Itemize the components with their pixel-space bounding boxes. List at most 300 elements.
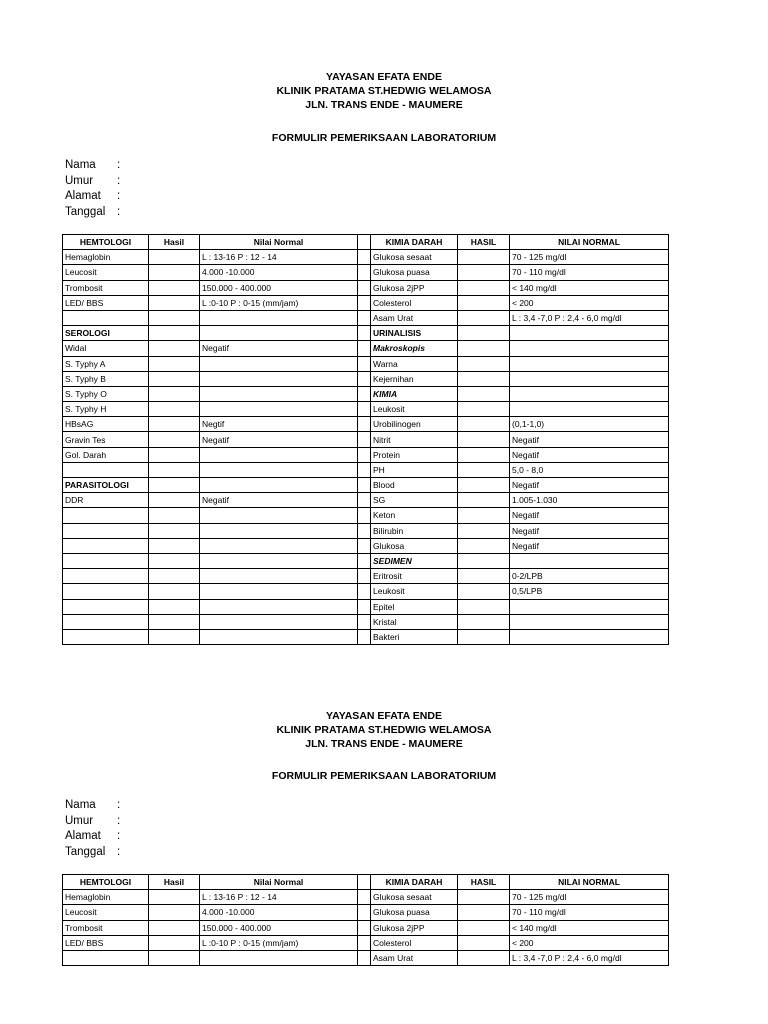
cell-hasil-kimia[interactable] [458, 447, 510, 462]
cell-hemtologi [63, 584, 149, 599]
clinic-address: JLN. TRANS ENDE - MAUMERE [305, 738, 463, 750]
table-row [63, 280, 669, 295]
table-row [63, 950, 669, 965]
cell-hasil[interactable] [149, 462, 200, 477]
cell-hasil[interactable] [149, 629, 200, 644]
cell-spacer [358, 280, 371, 295]
cell-hasil-kimia[interactable] [458, 478, 510, 493]
cell-nilai-normal [200, 614, 358, 629]
cell-hemtologi: PARASITOLOGI [63, 478, 149, 493]
cell-nilai-normal: L :0-10 P : 0-15 (mm/jam) [200, 295, 358, 310]
cell-kimia-darah: Warna [371, 356, 458, 371]
cell-nilai-normal [200, 599, 358, 614]
header-spacer [358, 875, 371, 890]
table-row [63, 905, 669, 920]
cell-nilai-normal-kimia: Negatif [510, 523, 669, 538]
cell-nilai-normal [200, 538, 358, 553]
field-colon: : [117, 190, 121, 202]
table-header-row [63, 875, 669, 890]
cell-hasil-kimia[interactable] [458, 432, 510, 447]
table-row [63, 890, 669, 905]
cell-hasil-kimia[interactable] [458, 493, 510, 508]
cell-nilai-normal [200, 508, 358, 523]
cell-spacer [358, 599, 371, 614]
cell-hasil[interactable] [149, 250, 200, 265]
table-row [63, 508, 669, 523]
cell-nilai-normal [200, 950, 358, 965]
cell-hemtologi [63, 553, 149, 568]
cell-spacer [358, 432, 371, 447]
cell-hemtologi [63, 599, 149, 614]
form-title: FORMULIR PEMERIKSAAN LABORATORIUM [271, 770, 497, 782]
cell-spacer [358, 584, 371, 599]
field-label: Umur [65, 174, 94, 187]
table-row [63, 386, 669, 401]
field-label: Alamat [65, 830, 101, 842]
cell-kimia-darah: Asam Urat [371, 310, 458, 325]
cell-kimia-darah: Glukosa puasa [371, 265, 458, 280]
cell-hasil[interactable] [149, 493, 200, 508]
field-colon: : [117, 205, 121, 218]
clinic-address: JLN. TRANS ENDE - MAUMERE [305, 99, 463, 111]
cell-hemtologi [63, 629, 149, 644]
table-row [63, 538, 669, 553]
field-label: Nama [65, 159, 96, 171]
cell-spacer [358, 935, 371, 950]
cell-hemtologi: Leucosit [63, 905, 149, 920]
cell-spacer [358, 371, 371, 386]
cell-hasil[interactable] [149, 538, 200, 553]
cell-spacer [358, 250, 371, 265]
cell-kimia-darah: SG [371, 493, 458, 508]
cell-nilai-normal: 150.000 - 400.000 [200, 920, 358, 935]
lab-results-table [62, 874, 669, 966]
cell-hasil-kimia[interactable] [458, 935, 510, 950]
cell-kimia-darah: SEDIMEN [371, 553, 458, 568]
cell-kimia-darah: Asam Urat [371, 950, 458, 965]
cell-hemtologi: Gol. Darah [63, 447, 149, 462]
cell-nilai-normal-kimia: Negatif [510, 478, 669, 493]
cell-kimia-darah: Colesterol [371, 935, 458, 950]
cell-nilai-normal [200, 569, 358, 584]
cell-spacer [358, 614, 371, 629]
table-row [63, 432, 669, 447]
cell-hasil[interactable] [149, 584, 200, 599]
cell-hasil[interactable] [149, 905, 200, 920]
cell-nilai-normal-kimia: Negatif [510, 508, 669, 523]
cell-kimia-darah: Glukosa 2jPP [371, 920, 458, 935]
cell-hasil-kimia[interactable] [458, 386, 510, 401]
cell-spacer [358, 950, 371, 965]
cell-hasil[interactable] [149, 402, 200, 417]
field-nama[interactable] [65, 798, 120, 814]
cell-nilai-normal-kimia: L : 3,4 -7,0 P : 2,4 - 6,0 mg/dl [510, 310, 669, 325]
cell-nilai-normal [200, 371, 358, 386]
cell-nilai-normal-kimia: 70 - 110 mg/dl [510, 265, 669, 280]
cell-hemtologi [63, 538, 149, 553]
cell-nilai-normal-kimia: 1.005-1.030 [510, 493, 669, 508]
cell-hemtologi [63, 950, 149, 965]
table-row [63, 250, 669, 265]
cell-nilai-normal-kimia [510, 614, 669, 629]
cell-spacer [358, 538, 371, 553]
cell-hasil[interactable] [149, 478, 200, 493]
cell-spacer [358, 326, 371, 341]
cell-hasil[interactable] [149, 553, 200, 568]
field-colon: : [117, 830, 121, 842]
clinic-name: KLINIK PRATAMA ST.HEDWIG WELAMOSA [276, 724, 492, 736]
cell-hasil[interactable] [149, 569, 200, 584]
field-umur[interactable] [65, 174, 120, 190]
cell-nilai-normal: Negatif [200, 493, 358, 508]
cell-nilai-normal-kimia: 70 - 125 mg/dl [510, 890, 669, 905]
cell-nilai-normal-kimia: 0,5/LPB [510, 584, 669, 599]
table-row [63, 402, 669, 417]
cell-nilai-normal [200, 553, 358, 568]
cell-kimia-darah: Urobilinogen [371, 417, 458, 432]
cell-kimia-darah: Colesterol [371, 295, 458, 310]
cell-nilai-normal [200, 356, 358, 371]
cell-hemtologi: S. Typhy O [63, 386, 149, 401]
cell-hasil[interactable] [149, 386, 200, 401]
cell-nilai-normal: L : 13-16 P : 12 - 14 [200, 250, 358, 265]
cell-nilai-normal-kimia: 0-2/LPB [510, 569, 669, 584]
cell-hasil-kimia[interactable] [458, 584, 510, 599]
header-hasil: Hasil [149, 235, 200, 250]
cell-nilai-normal: Negatif [200, 341, 358, 356]
cell-nilai-normal-kimia: < 200 [510, 935, 669, 950]
cell-kimia-darah: Blood [371, 478, 458, 493]
cell-spacer [358, 462, 371, 477]
cell-spacer [358, 553, 371, 568]
table-row [63, 447, 669, 462]
cell-spacer [358, 386, 371, 401]
field-umur[interactable] [65, 814, 120, 830]
cell-nilai-normal [200, 310, 358, 325]
field-label: Tanggal [65, 845, 106, 858]
cell-hemtologi: Widal [63, 341, 149, 356]
cell-hemtologi: Trombosit [63, 920, 149, 935]
cell-kimia-darah: KIMIA [371, 386, 458, 401]
cell-spacer [358, 310, 371, 325]
cell-hasil-kimia[interactable] [458, 614, 510, 629]
cell-hasil-kimia[interactable] [458, 310, 510, 325]
cell-nilai-normal-kimia: Negatif [510, 538, 669, 553]
cell-hasil[interactable] [149, 890, 200, 905]
cell-hasil[interactable] [149, 508, 200, 523]
cell-nilai-normal-kimia: (0,1-1,0) [510, 417, 669, 432]
table-row [63, 523, 669, 538]
cell-nilai-normal-kimia [510, 553, 669, 568]
cell-hasil-kimia[interactable] [458, 402, 510, 417]
cell-nilai-normal [200, 629, 358, 644]
cell-nilai-normal [200, 584, 358, 599]
cell-nilai-normal [200, 478, 358, 493]
clinic-header [0, 70, 768, 112]
table-row [63, 935, 669, 950]
cell-hasil[interactable] [149, 341, 200, 356]
cell-kimia-darah: Nitrit [371, 432, 458, 447]
cell-nilai-normal: 4.000 -10.000 [200, 905, 358, 920]
header-hasil-kimia: HASIL [458, 875, 510, 890]
cell-kimia-darah: Kejernihan [371, 371, 458, 386]
cell-kimia-darah: Kristal [371, 614, 458, 629]
header-hemtologi: HEMTOLOGI [63, 235, 149, 250]
cell-nilai-normal [200, 402, 358, 417]
foundation-name: YAYASAN EFATA ENDE [326, 710, 442, 722]
cell-hasil-kimia[interactable] [458, 356, 510, 371]
cell-kimia-darah: Eritrosit [371, 569, 458, 584]
cell-hemtologi [63, 462, 149, 477]
cell-spacer [358, 356, 371, 371]
field-colon: : [117, 799, 121, 811]
cell-hasil[interactable] [149, 280, 200, 295]
table-row [63, 599, 669, 614]
cell-spacer [358, 905, 371, 920]
cell-hemtologi [63, 569, 149, 584]
cell-spacer [358, 478, 371, 493]
cell-nilai-normal-kimia: < 200 [510, 295, 669, 310]
cell-spacer [358, 493, 371, 508]
cell-spacer [358, 920, 371, 935]
cell-kimia-darah: Makroskopis [371, 341, 458, 356]
cell-nilai-normal-kimia: Negatif [510, 447, 669, 462]
field-colon: : [117, 845, 121, 858]
cell-hemtologi: Hemaglobin [63, 250, 149, 265]
header-nilai-normal-kimia: NILAI NORMAL [510, 235, 669, 250]
cell-nilai-normal-kimia: < 140 mg/dl [510, 920, 669, 935]
table-row [63, 310, 669, 325]
header-nilai-normal: Nilai Normal [200, 875, 358, 890]
cell-hasil-kimia[interactable] [458, 523, 510, 538]
cell-hasil[interactable] [149, 265, 200, 280]
cell-spacer [358, 295, 371, 310]
table-row [63, 417, 669, 432]
field-label: Umur [65, 814, 94, 827]
table-row [63, 629, 669, 644]
header-kimia-darah: KIMIA DARAH [371, 875, 458, 890]
clinic-name: KLINIK PRATAMA ST.HEDWIG WELAMOSA [276, 85, 492, 97]
cell-hasil-kimia[interactable] [458, 462, 510, 477]
cell-spacer [358, 417, 371, 432]
cell-hasil-kimia[interactable] [458, 538, 510, 553]
cell-nilai-normal [200, 386, 358, 401]
table-row [63, 356, 669, 371]
cell-nilai-normal-kimia [510, 341, 669, 356]
cell-hemtologi: S. Typhy A [63, 356, 149, 371]
cell-hasil[interactable] [149, 523, 200, 538]
clinic-header [0, 709, 768, 751]
table-row [63, 265, 669, 280]
cell-hasil-kimia[interactable] [458, 341, 510, 356]
table-row [63, 462, 669, 477]
cell-hasil-kimia[interactable] [458, 553, 510, 568]
header-kimia-darah: KIMIA DARAH [371, 235, 458, 250]
cell-hemtologi: LED/ BBS [63, 935, 149, 950]
cell-hemtologi [63, 614, 149, 629]
header-hemtologi: HEMTOLOGI [63, 875, 149, 890]
cell-kimia-darah: Leukosit [371, 584, 458, 599]
cell-nilai-normal: L :0-10 P : 0-15 (mm/jam) [200, 935, 358, 950]
cell-hasil[interactable] [149, 295, 200, 310]
cell-kimia-darah: Glukosa 2jPP [371, 280, 458, 295]
cell-hemtologi: Leucosit [63, 265, 149, 280]
cell-kimia-darah: Bilirubin [371, 523, 458, 538]
cell-hemtologi: Hemaglobin [63, 890, 149, 905]
table-row [63, 569, 669, 584]
cell-hasil-kimia[interactable] [458, 250, 510, 265]
cell-hasil-kimia[interactable] [458, 569, 510, 584]
cell-kimia-darah: Bakteri [371, 629, 458, 644]
table-row [63, 371, 669, 386]
cell-nilai-normal-kimia [510, 371, 669, 386]
cell-spacer [358, 523, 371, 538]
cell-nilai-normal: L : 13-16 P : 12 - 14 [200, 890, 358, 905]
field-tanggal[interactable] [65, 845, 120, 861]
lab-results-table [62, 234, 669, 645]
table-header-row [63, 235, 669, 250]
field-alamat[interactable] [65, 189, 120, 205]
field-colon: : [117, 814, 121, 827]
cell-hasil[interactable] [149, 614, 200, 629]
table-row [63, 614, 669, 629]
field-colon: : [117, 174, 121, 187]
cell-hasil-kimia[interactable] [458, 371, 510, 386]
cell-hemtologi: S. Typhy B [63, 371, 149, 386]
cell-hemtologi [63, 508, 149, 523]
cell-spacer [358, 447, 371, 462]
cell-hasil-kimia[interactable] [458, 326, 510, 341]
table-row [63, 493, 669, 508]
header-nilai-normal-kimia: NILAI NORMAL [510, 875, 669, 890]
cell-nilai-normal [200, 462, 358, 477]
cell-hasil-kimia[interactable] [458, 417, 510, 432]
cell-hemtologi [63, 523, 149, 538]
cell-hemtologi [63, 310, 149, 325]
field-label: Tanggal [65, 205, 106, 218]
cell-hasil[interactable] [149, 935, 200, 950]
cell-kimia-darah: URINALISIS [371, 326, 458, 341]
cell-nilai-normal [200, 523, 358, 538]
patient-fields [65, 158, 120, 220]
field-label: Nama [65, 799, 96, 811]
cell-hasil[interactable] [149, 356, 200, 371]
cell-spacer [358, 341, 371, 356]
cell-nilai-normal-kimia [510, 356, 669, 371]
cell-nilai-normal-kimia: Negatif [510, 432, 669, 447]
cell-nilai-normal-kimia [510, 629, 669, 644]
cell-nilai-normal-kimia: 70 - 125 mg/dl [510, 250, 669, 265]
cell-hasil-kimia[interactable] [458, 890, 510, 905]
form-title: FORMULIR PEMERIKSAAN LABORATORIUM [271, 132, 497, 144]
cell-hasil-kimia[interactable] [458, 508, 510, 523]
cell-hasil[interactable] [149, 447, 200, 462]
cell-nilai-normal-kimia [510, 326, 669, 341]
cell-spacer [358, 890, 371, 905]
table-row [63, 295, 669, 310]
table-row [63, 326, 669, 341]
table-row [63, 341, 669, 356]
table-row [63, 584, 669, 599]
cell-nilai-normal-kimia: L : 3,4 -7,0 P : 2,4 - 6,0 mg/dl [510, 950, 669, 965]
cell-hasil-kimia[interactable] [458, 629, 510, 644]
cell-nilai-normal-kimia: 5,0 - 8,0 [510, 462, 669, 477]
field-tanggal[interactable] [65, 205, 120, 221]
foundation-name: YAYASAN EFATA ENDE [326, 71, 442, 83]
cell-hasil[interactable] [149, 920, 200, 935]
cell-hasil[interactable] [149, 599, 200, 614]
cell-hasil[interactable] [149, 310, 200, 325]
cell-kimia-darah: Leukosit [371, 402, 458, 417]
cell-nilai-normal-kimia [510, 599, 669, 614]
cell-hasil[interactable] [149, 417, 200, 432]
cell-hasil[interactable] [149, 432, 200, 447]
cell-hasil-kimia[interactable] [458, 905, 510, 920]
cell-hasil[interactable] [149, 371, 200, 386]
cell-hemtologi: Gravin Tes [63, 432, 149, 447]
field-nama[interactable] [65, 158, 120, 174]
cell-kimia-darah: Keton [371, 508, 458, 523]
cell-kimia-darah: Glukosa sesaat [371, 250, 458, 265]
cell-kimia-darah: PH [371, 462, 458, 477]
cell-nilai-normal [200, 447, 358, 462]
cell-spacer [358, 265, 371, 280]
cell-kimia-darah: Protein [371, 447, 458, 462]
header-nilai-normal: Nilai Normal [200, 235, 358, 250]
cell-nilai-normal [200, 326, 358, 341]
cell-hasil[interactable] [149, 950, 200, 965]
cell-nilai-normal: Negtif [200, 417, 358, 432]
cell-hasil[interactable] [149, 326, 200, 341]
cell-spacer [358, 402, 371, 417]
cell-kimia-darah: Glukosa [371, 538, 458, 553]
table-row [63, 478, 669, 493]
field-colon: : [117, 159, 121, 171]
cell-spacer [358, 508, 371, 523]
cell-kimia-darah: Glukosa sesaat [371, 890, 458, 905]
cell-spacer [358, 629, 371, 644]
header-spacer [358, 235, 371, 250]
cell-hemtologi: S. Typhy H [63, 402, 149, 417]
cell-hasil-kimia[interactable] [458, 599, 510, 614]
cell-nilai-normal-kimia: 70 - 110 mg/dl [510, 905, 669, 920]
table-row [63, 920, 669, 935]
cell-nilai-normal-kimia: < 140 mg/dl [510, 280, 669, 295]
cell-hasil-kimia[interactable] [458, 295, 510, 310]
cell-hemtologi: SEROLOGI [63, 326, 149, 341]
cell-hasil-kimia[interactable] [458, 265, 510, 280]
field-alamat[interactable] [65, 829, 120, 845]
cell-nilai-normal: Negatif [200, 432, 358, 447]
table-row [63, 553, 669, 568]
cell-hemtologi: HBsAG [63, 417, 149, 432]
cell-hasil-kimia[interactable] [458, 920, 510, 935]
cell-nilai-normal-kimia [510, 386, 669, 401]
cell-kimia-darah: Glukosa puasa [371, 905, 458, 920]
header-hasil: Hasil [149, 875, 200, 890]
cell-hemtologi: Trombosit [63, 280, 149, 295]
cell-kimia-darah: Epitel [371, 599, 458, 614]
cell-nilai-normal-kimia [510, 402, 669, 417]
cell-nilai-normal: 150.000 - 400.000 [200, 280, 358, 295]
header-hasil-kimia: HASIL [458, 235, 510, 250]
patient-fields [65, 798, 120, 860]
cell-hasil-kimia[interactable] [458, 280, 510, 295]
cell-hemtologi: DDR [63, 493, 149, 508]
cell-hemtologi: LED/ BBS [63, 295, 149, 310]
cell-hasil-kimia[interactable] [458, 950, 510, 965]
cell-spacer [358, 569, 371, 584]
